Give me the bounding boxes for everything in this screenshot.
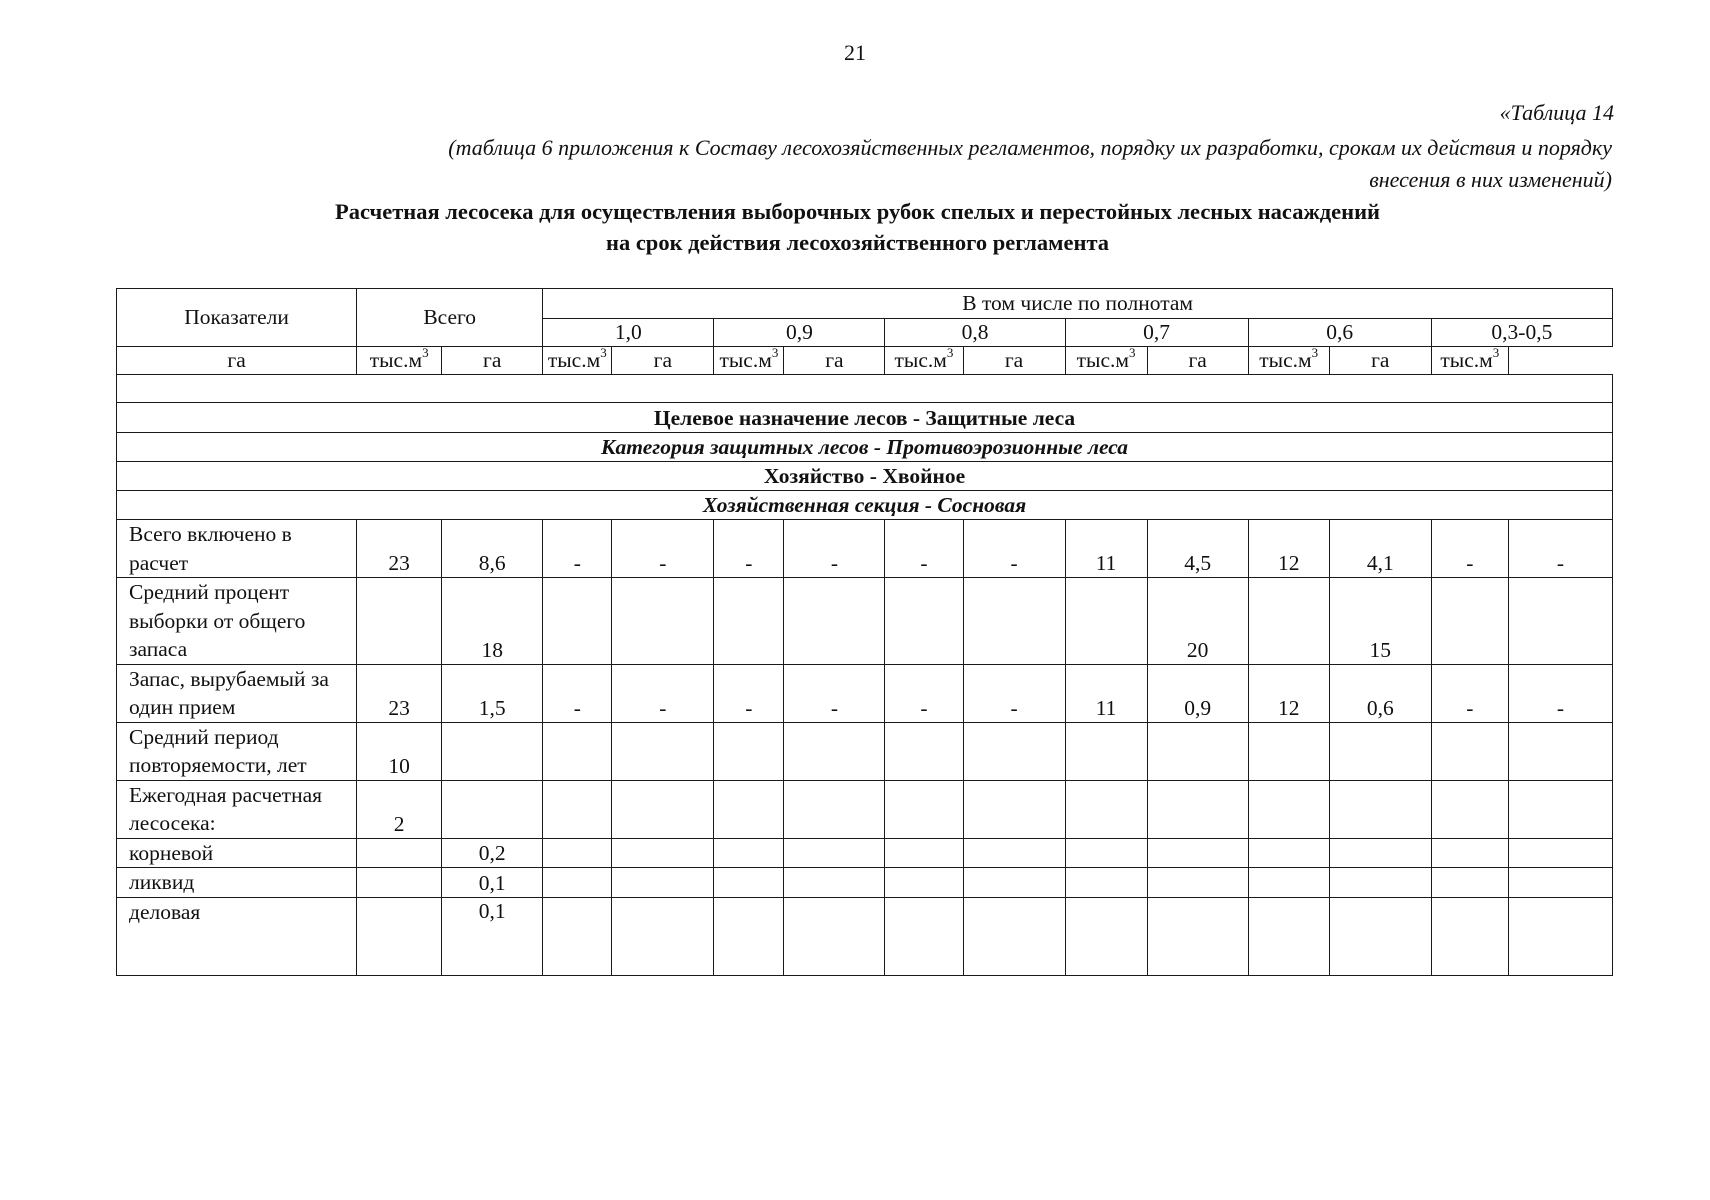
table-cell: 11 [1065, 664, 1147, 722]
table-cell [543, 838, 612, 868]
header-unit-ha: га [117, 347, 357, 375]
header-density-4: 0,6 [1248, 319, 1431, 347]
table-cell: 1,5 [442, 664, 543, 722]
table-cell [357, 578, 442, 665]
table-cell: 11 [1065, 520, 1147, 578]
unit-volume-superscript: 3 [1311, 346, 1319, 360]
category-farm: Хозяйство - Хвойное [117, 462, 1613, 491]
table-cell: - [963, 664, 1065, 722]
table-cell: 23 [357, 664, 442, 722]
table-cell: - [885, 520, 963, 578]
table-cell: - [1431, 520, 1508, 578]
header-unit-ha: га [442, 347, 543, 375]
category-row-section [117, 491, 1613, 520]
table-cell: - [963, 520, 1065, 578]
source-note-line-2: внесения в них изменений) [1369, 167, 1612, 192]
table-cell: 0,9 [1147, 664, 1248, 722]
table-cell [543, 780, 612, 838]
table-reference: «Таблица 14 [1499, 100, 1614, 125]
table-cell: - [714, 664, 784, 722]
table-cell [714, 578, 784, 665]
header-unit-volume [357, 347, 442, 375]
table-cell: 4,1 [1329, 520, 1431, 578]
table-cell [1431, 868, 1508, 898]
table-cell: 0,1 [442, 897, 543, 975]
table-cell [784, 578, 885, 665]
table-cell: 0,6 [1329, 664, 1431, 722]
header-unit-volume [714, 347, 784, 375]
header-unit-row [117, 347, 1613, 375]
table-cell [612, 868, 714, 898]
table-cell [1065, 868, 1147, 898]
title-line-1: Расчетная лесосека для осуществления выборочных рубок спелых и перестойных лесных насаждений [334, 199, 1381, 224]
table-cell [1248, 780, 1329, 838]
table-row [117, 897, 1613, 975]
header-unit-volume [1431, 347, 1508, 375]
table-cell [963, 868, 1065, 898]
unit-volume-text: тыс.м [719, 348, 772, 372]
table-cell [442, 722, 543, 780]
category-purpose: Целевое назначение лесов - Защитные леса [117, 403, 1613, 433]
category-row-farm [117, 462, 1613, 491]
table-cell: 4,5 [1147, 520, 1248, 578]
header-unit-volume [1248, 347, 1329, 375]
table-cell [543, 868, 612, 898]
header-unit-volume [543, 347, 612, 375]
table-cell [612, 578, 714, 665]
table-cell [612, 722, 714, 780]
table-cell [543, 578, 612, 665]
header-unit-ha: га [612, 347, 714, 375]
header-unit-ha: га [1329, 347, 1431, 375]
table-cell [714, 868, 784, 898]
table-cell [1147, 868, 1248, 898]
document-title [115, 196, 1600, 258]
table-cell [1508, 838, 1612, 868]
table-row [117, 838, 1613, 868]
table-cell [1248, 578, 1329, 665]
table-cell [1329, 780, 1431, 838]
table-cell [357, 868, 442, 898]
table-cell: 8,6 [442, 520, 543, 578]
unit-volume-text: тыс.м [894, 348, 947, 372]
table-cell [543, 722, 612, 780]
table-cell [1329, 868, 1431, 898]
table-cell [714, 897, 784, 975]
header-density-5: 0,3-0,5 [1431, 319, 1612, 347]
row-label: корневой [117, 838, 357, 868]
category-row-purpose [117, 403, 1613, 433]
table-cell: 20 [1147, 578, 1248, 665]
spacer-cell [117, 375, 1613, 403]
header-unit-ha: га [784, 347, 885, 375]
table-cell [1065, 838, 1147, 868]
table-row [117, 664, 1613, 722]
table-cell [543, 897, 612, 975]
table-cell: 2 [357, 780, 442, 838]
header-by-density: В том числе по полнотам [543, 289, 1613, 319]
row-label: Средний период повторяемости, лет [117, 722, 357, 780]
table-row [117, 722, 1613, 780]
row-label: Запас, вырубаемый за один прием [117, 664, 357, 722]
table-cell [1508, 780, 1612, 838]
unit-volume-superscript: 3 [1129, 346, 1136, 360]
allowable-cut-table [116, 288, 1613, 976]
table-cell: 23 [357, 520, 442, 578]
header-unit-volume [1065, 347, 1147, 375]
header-density-3: 0,7 [1065, 319, 1248, 347]
table-cell [885, 838, 963, 868]
table-cell [784, 868, 885, 898]
row-label: Всего включено в расчет [117, 520, 357, 578]
table-cell [885, 868, 963, 898]
table-cell [1329, 722, 1431, 780]
title-line-2: на срок действия лесохозяйственного регламента [605, 230, 1110, 255]
unit-volume-superscript: 3 [771, 346, 779, 360]
table-cell [1329, 838, 1431, 868]
unit-volume-text: тыс.м [1440, 348, 1493, 372]
table-cell [1248, 868, 1329, 898]
table-cell [1147, 722, 1248, 780]
table-cell [885, 722, 963, 780]
table-cell [963, 578, 1065, 665]
table-cell: - [1508, 664, 1612, 722]
unit-volume-superscript: 3 [600, 346, 607, 360]
table-cell [784, 897, 885, 975]
table-cell [963, 722, 1065, 780]
row-label: Ежегодная расчетная лесосека: [117, 780, 357, 838]
header-unit-ha: га [963, 347, 1065, 375]
table-cell [1065, 897, 1147, 975]
table-cell: 12 [1248, 520, 1329, 578]
spacer-row [117, 375, 1613, 403]
header-unit-ha: га [1147, 347, 1248, 375]
table-cell [714, 722, 784, 780]
table-cell [1248, 897, 1329, 975]
table-cell [714, 838, 784, 868]
header-total: Всего [357, 289, 543, 347]
table-cell: 10 [357, 722, 442, 780]
table-cell [442, 780, 543, 838]
row-label: деловая [117, 897, 357, 975]
table-cell [1431, 897, 1508, 975]
category-row-protective [117, 433, 1613, 462]
header-indicators: Показатели [117, 289, 357, 347]
table-cell: - [543, 520, 612, 578]
table-cell: 15 [1329, 578, 1431, 665]
table-cell [612, 780, 714, 838]
table-cell [714, 780, 784, 838]
table-cell [1508, 868, 1612, 898]
table-cell: - [784, 664, 885, 722]
table-cell: - [543, 664, 612, 722]
table-cell [1248, 838, 1329, 868]
category-protective: Категория защитных лесов - Противоэрозионные леса [117, 433, 1613, 462]
table-cell: - [784, 520, 885, 578]
table-cell [612, 838, 714, 868]
table-cell [612, 897, 714, 975]
table-cell: - [1431, 664, 1508, 722]
table-cell [885, 897, 963, 975]
unit-volume-superscript: 3 [422, 346, 429, 360]
table-row [117, 520, 1613, 578]
table-row [117, 868, 1613, 898]
unit-volume-text: тыс.м [547, 348, 601, 372]
table-cell [1431, 780, 1508, 838]
table-cell: 0,1 [442, 868, 543, 898]
unit-volume-text: тыс.м [369, 348, 423, 372]
table-cell [1147, 780, 1248, 838]
header-unit-volume [885, 347, 963, 375]
table-cell [885, 780, 963, 838]
unit-volume-text: тыс.м [1076, 348, 1130, 372]
table-cell [357, 838, 442, 868]
table-cell [1147, 897, 1248, 975]
table-cell [1508, 722, 1612, 780]
table-cell: 12 [1248, 664, 1329, 722]
table-cell [1147, 838, 1248, 868]
source-note [150, 132, 1612, 196]
table-cell [1508, 578, 1612, 665]
table-cell [963, 897, 1065, 975]
table-cell [1065, 578, 1147, 665]
header-density-0: 1,0 [543, 319, 714, 347]
unit-volume-text: тыс.м [1259, 348, 1312, 372]
table-cell [885, 578, 963, 665]
table-cell: 18 [442, 578, 543, 665]
table-cell [357, 897, 442, 975]
table-cell [1431, 722, 1508, 780]
table-cell: 0,2 [442, 838, 543, 868]
table-cell [1431, 838, 1508, 868]
table-cell [784, 722, 885, 780]
header-density-2: 0,8 [885, 319, 1065, 347]
table-cell [1329, 897, 1431, 975]
table-cell: - [885, 664, 963, 722]
table-row [117, 780, 1613, 838]
source-note-line-1: (таблица 6 приложения к Составу лесохозяйственных регламентов, порядку их разработки, срокам их действия и порядку [448, 135, 1612, 160]
row-label: ликвид [117, 868, 357, 898]
table-cell [1065, 722, 1147, 780]
table-row [117, 578, 1613, 665]
table-cell [784, 780, 885, 838]
table-cell [1508, 897, 1612, 975]
table-cell [963, 838, 1065, 868]
unit-volume-superscript: 3 [1492, 346, 1500, 360]
table-cell: - [612, 520, 714, 578]
header-density-1: 0,9 [714, 319, 885, 347]
row-label: Средний процент выборки от общего запаса [117, 578, 357, 665]
page-number: 21 [844, 40, 866, 65]
table-cell: - [612, 664, 714, 722]
table-cell [1065, 780, 1147, 838]
table-cell [1431, 578, 1508, 665]
unit-volume-superscript: 3 [946, 346, 954, 360]
table-cell [963, 780, 1065, 838]
header-row-1 [117, 289, 1613, 319]
category-section: Хозяйственная секция - Сосновая [117, 491, 1613, 520]
table-cell: - [1508, 520, 1612, 578]
table-cell [784, 838, 885, 868]
table-cell [1248, 722, 1329, 780]
table-cell: - [714, 520, 784, 578]
